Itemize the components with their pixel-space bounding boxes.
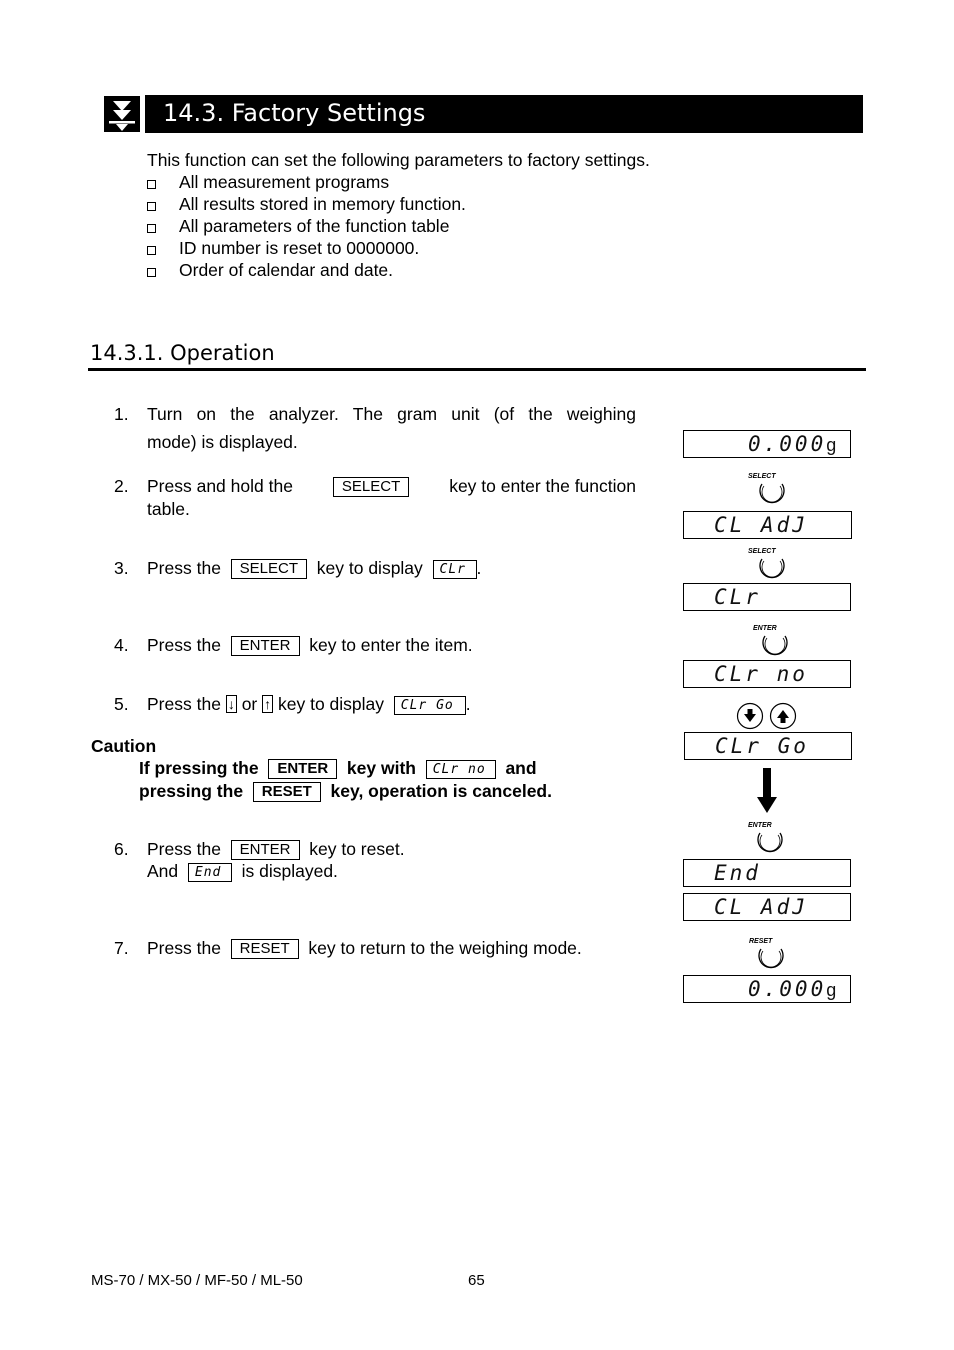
step-5-text	[147, 694, 471, 715]
list-item: Order of calendar and date.	[179, 260, 394, 280]
key-icon-label: ENTER	[753, 625, 777, 632]
lcd-display-clr: CLr	[683, 583, 851, 611]
list-item: All parameters of the function table	[179, 216, 450, 236]
step-5-or: or	[241, 694, 258, 714]
select-key-icon	[748, 473, 792, 507]
step-6-text	[147, 839, 405, 860]
lcd-display-cl-adj: CL AdJ	[683, 893, 851, 921]
lcd-display-weight	[683, 975, 851, 1003]
lcd-inline-clr-go: CLr Go	[394, 696, 466, 715]
step-1-text-cont: mode) is displayed.	[147, 432, 298, 452]
caution-l1-mid: key with	[346, 758, 416, 778]
lcd-inline-end: End	[188, 863, 232, 882]
step-4-pre: Press the	[147, 635, 221, 655]
step-3-mid: key to display	[316, 558, 423, 578]
footer-model: MS-70 / MX-50 / MF-50 / ML-50	[91, 1272, 303, 1289]
select-key-label: SELECT	[333, 477, 409, 497]
bullet-marker	[147, 202, 156, 211]
step-number: 1.	[114, 404, 129, 424]
step-number: 7.	[114, 938, 129, 958]
enter-key-label: ENTER	[231, 840, 300, 860]
enter-key-label: ENTER	[231, 636, 300, 656]
caution-l1-post: and	[505, 758, 537, 778]
step-5-pre: Press the	[147, 694, 221, 714]
lcd-value: 0.000	[748, 977, 827, 1001]
caution-l2-pre: pressing the	[139, 781, 244, 801]
step-3-post: .	[476, 558, 482, 578]
lcd-inline-clr-no: CLr no	[426, 760, 496, 779]
step-7-pre: Press the	[147, 938, 221, 958]
lcd-display-weight	[683, 430, 851, 458]
key-icon-label: SELECT	[748, 473, 776, 480]
up-arrow-key-icon	[771, 704, 796, 729]
down-arrow-icon: ↓	[227, 696, 235, 712]
step-4-text	[147, 635, 473, 656]
step-7-text	[147, 938, 582, 959]
list-item: All results stored in memory function.	[179, 194, 466, 214]
step-4-post: key to enter the item.	[309, 635, 473, 655]
step-number: 2.	[114, 476, 129, 496]
step-1-text: Turn on the analyzer. The gram unit (of the weighing	[147, 404, 636, 424]
reset-key-label: RESET	[253, 782, 321, 802]
step-6-text-cont	[147, 861, 338, 882]
step-number: 5.	[114, 694, 129, 714]
key-icon-label: RESET	[749, 938, 773, 945]
caution-title: Caution	[91, 736, 157, 756]
lcd-display-clr-no: CLr no	[683, 660, 851, 688]
enter-key-icon	[748, 822, 792, 856]
step-6-post: key to reset.	[309, 839, 405, 859]
lcd-display-cl-adj: CL AdJ	[683, 511, 852, 539]
lcd-unit: g	[826, 980, 837, 1000]
reset-key-label: RESET	[231, 939, 299, 959]
bullet-marker	[147, 268, 156, 277]
step-6-pre: Press the	[147, 839, 221, 859]
step-3-text	[147, 558, 481, 579]
subsection-title: 14.3.1. Operation	[90, 341, 275, 365]
down-arrow-to-baseline-icon	[104, 96, 140, 132]
enter-key-icon	[753, 625, 797, 659]
list-item: ID number is reset to 0000000.	[179, 238, 420, 258]
up-arrow-icon: ↑	[264, 696, 272, 712]
subsection-rule	[88, 368, 866, 371]
step-6-and: And	[147, 861, 179, 881]
step-2-pre: Press and hold the	[147, 476, 293, 496]
step-2-post: key to enter the function	[449, 476, 636, 496]
caution-line-2	[139, 781, 552, 802]
bullet-marker	[147, 246, 156, 255]
step-5-mid: key to display	[278, 694, 385, 714]
arrow-keys	[736, 702, 798, 730]
key-icon-label: ENTER	[748, 822, 772, 829]
section-title: 14.3. Factory Settings	[163, 99, 426, 127]
intro-text: This function can set the following parameters to factory settings.	[147, 150, 650, 170]
down-flow-arrow-icon	[757, 768, 777, 814]
step-2-text-cont: table.	[147, 499, 190, 519]
page-number: 65	[468, 1272, 485, 1289]
key-icon-label: SELECT	[748, 548, 776, 555]
caution-l1-pre: If pressing the	[139, 758, 259, 778]
step-3-pre: Press the	[147, 558, 221, 578]
bullet-marker	[147, 180, 156, 189]
step-6-line2-post: is displayed.	[241, 861, 338, 881]
step-number: 4.	[114, 635, 129, 655]
bullet-marker	[147, 224, 156, 233]
step-2-text	[147, 476, 636, 497]
caution-line-1	[139, 758, 537, 779]
section-icon	[104, 96, 140, 132]
step-number: 6.	[114, 839, 129, 859]
enter-key-label: ENTER	[268, 759, 337, 779]
select-key-icon	[748, 548, 792, 582]
lcd-unit: g	[826, 435, 837, 455]
down-arrow-key-icon	[738, 704, 763, 729]
lcd-inline-clr: CLr	[433, 560, 477, 579]
lcd-display-clr-go: CLr Go	[684, 732, 852, 760]
lcd-display-end: End	[683, 859, 851, 887]
step-number: 3.	[114, 558, 129, 578]
caution-l2-post: key, operation is canceled.	[330, 781, 552, 801]
reset-key-icon	[749, 938, 793, 972]
list-item: All measurement programs	[179, 172, 390, 192]
lcd-value: 0.000	[748, 432, 827, 456]
step-5-post: .	[465, 694, 471, 714]
select-key-label: SELECT	[231, 559, 307, 579]
step-7-post: key to return to the weighing mode.	[308, 938, 582, 958]
